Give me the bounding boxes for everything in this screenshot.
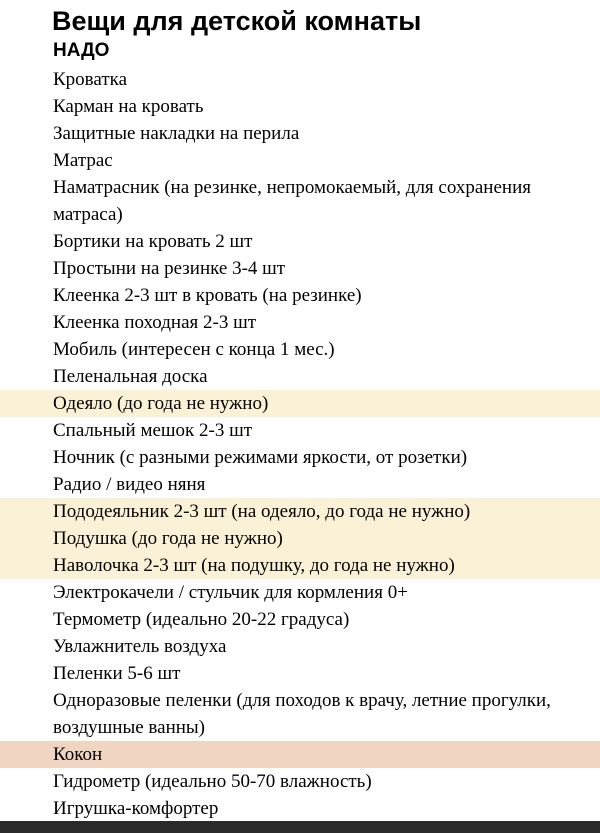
list-item-highlighted: Наволочка 2-3 шт (на подушку, до года не нужно) <box>0 552 600 579</box>
list-item: Бортики на кровать 2 шт <box>53 231 253 252</box>
list-item: Гидрометр (идеально 50-70 влажность) <box>53 771 372 792</box>
list-item: Электрокачели / стульчик для кормления 0+ <box>53 582 408 603</box>
list-item: Клеенка 2-3 шт в кровать (на резинке) <box>53 285 362 306</box>
list-item: Простыни на резинке 3-4 шт <box>53 258 286 279</box>
list-item: Пеленальная доска <box>53 366 208 387</box>
list-item-highlighted: Подушка (до года не нужно) <box>0 525 600 552</box>
list-item: Клеенка походная 2-3 шт <box>53 312 257 333</box>
list-item: Карман на кровать <box>53 96 204 117</box>
list-item: Пеленки 5-6 шт <box>53 663 181 684</box>
bottom-edge-bar <box>0 821 600 833</box>
section-heading: НАДО <box>53 40 110 61</box>
list-item: Ночник (с разными режимами яркости, от розетки) <box>53 447 468 468</box>
list-item-highlighted: Пододеяльник 2-3 шт (на одеяло, до года не нужно) <box>0 498 600 525</box>
list-item: Одноразовые пеленки (для походов к врачу, летние прогулки, воздушные ванны) <box>53 690 551 738</box>
list-item: Наматрасник (на резинке, непромокаемый, для сохранения матраса) <box>53 177 531 225</box>
list-item: Кроватка <box>53 69 128 90</box>
items-list <box>0 66 600 822</box>
list-item: Мобиль (интересен с конца 1 мес.) <box>53 339 335 360</box>
list-item: Радио / видео няня <box>53 474 206 495</box>
list-item: Увлажнитель воздуха <box>53 636 227 657</box>
list-item: Матрас <box>53 150 113 171</box>
list-item: Термометр (идеально 20-22 градуса) <box>53 609 350 630</box>
list-item: Игрушка-комфортер <box>53 798 219 819</box>
list-item-highlighted: Одеяло (до года не нужно) <box>0 390 600 417</box>
list-item: Спальный мешок 2-3 шт <box>53 420 253 441</box>
list-item-highlighted: Кокон <box>0 741 600 768</box>
list-item: Защитные накладки на перила <box>53 123 300 144</box>
page-title: Вещи для детской комнаты <box>52 6 422 36</box>
